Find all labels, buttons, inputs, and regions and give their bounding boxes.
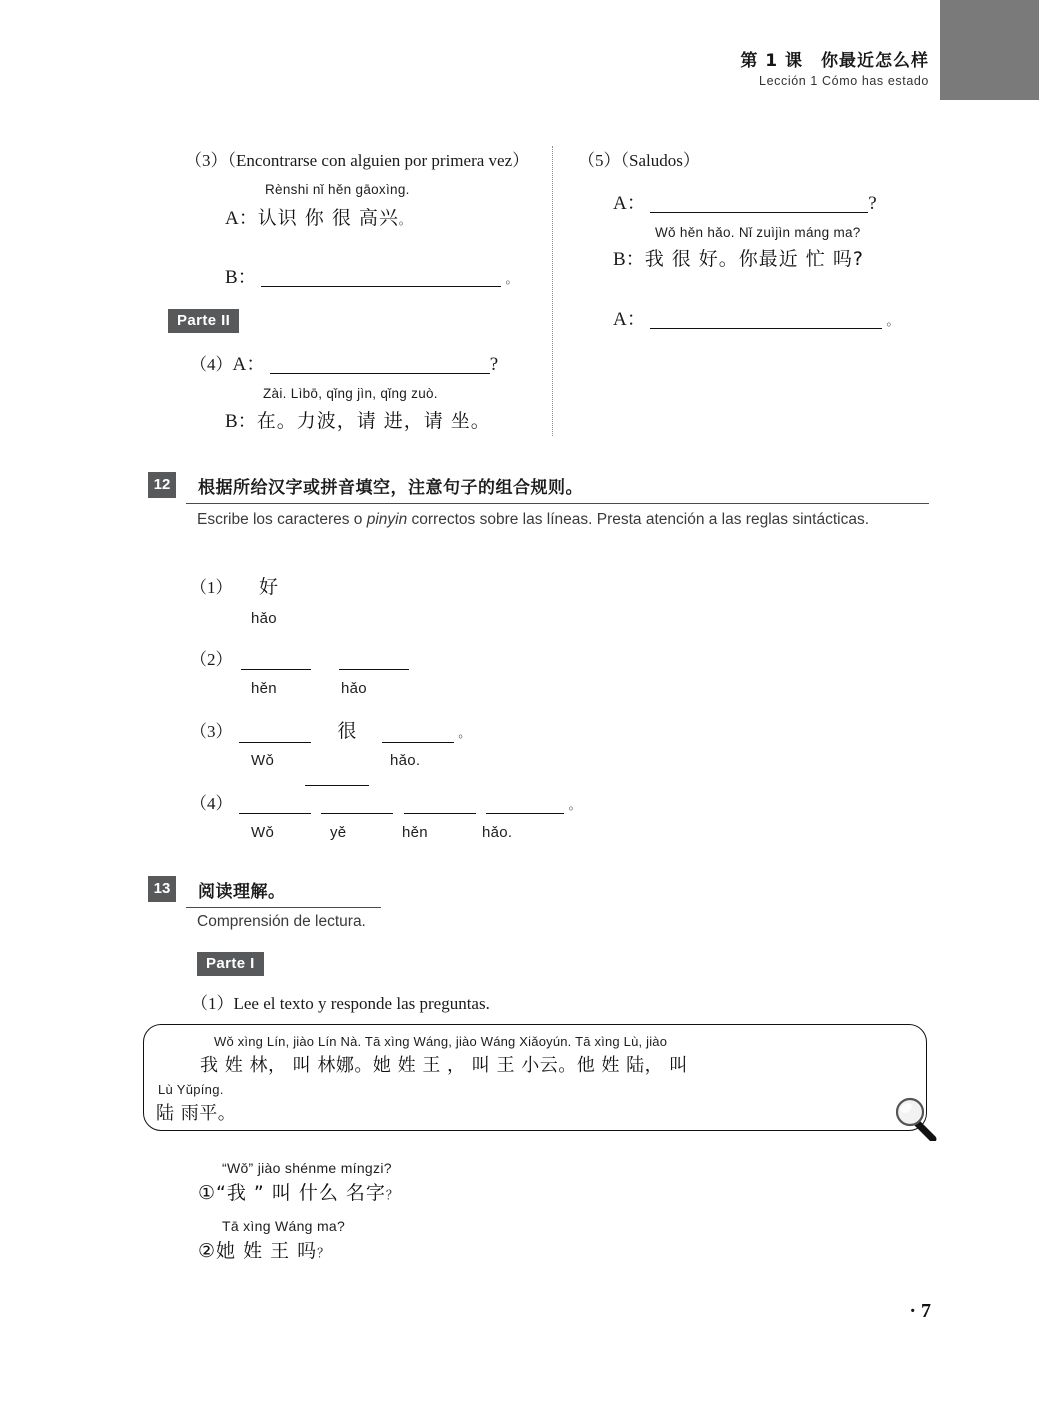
exercise-12-number: 12 — [148, 472, 176, 498]
question-2 — [198, 1236, 330, 1263]
exercise-12-badge — [148, 472, 176, 498]
item-5-line-a2 — [613, 304, 900, 331]
item-3-line-b-period: 。 — [505, 272, 519, 286]
parte-2-badge-label: Parte II — [168, 309, 239, 333]
instruction-part-2: correctos sobre las líneas. Presta atención a las reglas sintácticas. — [407, 511, 869, 528]
item-3-line-a — [225, 203, 412, 230]
answer-blank-item5-a2[interactable] — [650, 327, 882, 329]
ex12-item-2-blank-2[interactable] — [339, 668, 409, 670]
question-2-pinyin: Tā xìng Wáng ma? — [222, 1218, 346, 1234]
question-2-mark: ？ — [317, 1246, 331, 1260]
ex12-item-4-blank-3[interactable] — [404, 812, 476, 814]
item-5-header — [578, 146, 700, 171]
item-5-line-a2-period: 。 — [886, 314, 900, 328]
item-5-line-b-pinyin-wrap — [655, 224, 861, 242]
item-3-number: （3） — [185, 151, 228, 170]
exercise-11-item-4-line-a — [190, 349, 498, 376]
question-2-chinese: 她 姓 王 吗 — [216, 1240, 318, 1262]
item-5-context: （Saludos） — [620, 151, 700, 170]
ex12-item-4-number: （4） — [190, 794, 233, 813]
item-3-context: （Encontrarse con alguien por primera vez） — [227, 151, 530, 170]
parte-2-badge — [168, 309, 239, 333]
speaker-label-b: B： — [613, 249, 645, 270]
ex12-item-4-pinyin-1: Wǒ — [251, 824, 275, 841]
header-title-chinese: 第 1 课 你最近怎么样 — [740, 51, 929, 71]
header-title-spanish: Lección 1 Cómo has estado — [759, 74, 929, 89]
speaker-label-b: B： — [225, 411, 257, 432]
exercise-11-item-5 — [578, 146, 700, 171]
passage-line-2-pinyin: Lù Yǔpíng. — [158, 1082, 224, 1097]
exercise-11-item-3 — [185, 146, 529, 171]
ex12-item-3-blank-2[interactable] — [382, 741, 454, 743]
exercise-13-instruction: Comprensión de lectura. — [197, 913, 366, 930]
ex12-item-3-pinyin-blank-wrap — [305, 768, 369, 786]
column-divider — [552, 146, 553, 436]
exercise-13-title-rule — [186, 907, 381, 908]
exercise-12-title: 根据所给汉字或拼音填空，注意句子的组合规则。 — [198, 478, 583, 498]
ex12-item-1-number: （1） — [190, 578, 233, 597]
ex12-item-1-pinyin: hǎo — [251, 610, 277, 627]
ex12-item-3-chinese-middle: 很 — [337, 720, 358, 742]
ex12-item-4-blank-4[interactable] — [486, 812, 564, 814]
ex12-item-2 — [190, 645, 409, 670]
magnifier-icon — [893, 1095, 939, 1141]
ex12-item-4-pinyin-4: hǎo. — [482, 824, 513, 841]
passage-line-2-chinese: 陆 雨平。 — [156, 1103, 237, 1124]
item-5-line-a1 — [613, 188, 877, 215]
ex12-item-3-pinyin-1: Wǒ — [251, 752, 275, 769]
item-3-line-a-period: 。 — [398, 213, 412, 227]
corner-decoration-block — [940, 0, 1039, 100]
ex12-item-2-pinyin-2: hǎo — [341, 680, 367, 697]
ex12-item-2-number: （2） — [190, 650, 233, 669]
passage-line-1-chinese: 我 姓 林， 叫 林娜。她 姓 王 ， 叫 王 小云。他 姓 陆， 叫 — [200, 1055, 688, 1076]
answer-blank-item3-b[interactable] — [261, 285, 501, 287]
item-3-line-b — [225, 262, 519, 289]
ex12-item-4-blank-1[interactable] — [239, 812, 311, 814]
question-1-chinese: “我 ” 叫 什么 名字 — [216, 1182, 386, 1204]
item-5-line-b-pinyin: Wǒ hěn hǎo. Nǐ zuìjìn máng ma? — [655, 225, 861, 240]
ex12-item-4-pinyin-3: hěn — [402, 824, 428, 841]
item-4-line-a-mark: ? — [489, 354, 499, 375]
speaker-label-a: A： — [232, 354, 266, 375]
ex12-item-3-blank-1[interactable] — [239, 741, 311, 743]
ex12-item-1-chinese: 好 — [258, 576, 279, 598]
passage-line-1-pinyin: Wǒ xìng Lín, jiào Lín Nà. Tā xìng Wáng, jiào Wáng Xiǎoyún. Tā xìng Lù, jiào — [214, 1034, 668, 1049]
ex12-item-1 — [190, 572, 279, 599]
item-3-line-a-pinyin: Rènshi nǐ hěn gāoxìng. — [265, 182, 410, 197]
instruction-part-1: Escribe los caracteres o — [197, 511, 367, 528]
page-number: · 7 — [909, 1300, 931, 1322]
item-3-header — [185, 146, 529, 171]
item-4-line-b-chinese: 在。力波，请 进，请 坐。 — [256, 410, 491, 432]
speaker-label-a: A： — [613, 309, 646, 330]
instruction-pinyin-italic: pinyin — [366, 511, 408, 528]
parte-1-badge-label: Parte I — [197, 952, 264, 976]
exercise-12-instruction — [197, 508, 932, 533]
ex12-item-4-blank-2[interactable] — [321, 812, 393, 814]
item-3-line-a-pinyin-wrap — [265, 181, 410, 199]
question-1-mark: ？ — [385, 1188, 399, 1202]
item-4-number: （4） — [190, 355, 233, 374]
item-3-line-a-chinese: 认识 你 很 高兴 — [257, 207, 399, 229]
question-1 — [198, 1178, 399, 1205]
question-1-marker: ① — [198, 1182, 217, 1204]
ex12-item-2-blank-1[interactable] — [241, 668, 311, 670]
exercise-12-title-rule — [186, 503, 929, 504]
question-1-pinyin: “Wǒ” jiào shénme míngzi? — [222, 1160, 392, 1176]
ex12-item-3-pinyin-blank[interactable] — [305, 784, 369, 786]
exercise-13-badge — [148, 876, 176, 902]
reading-passage-box — [143, 1024, 927, 1131]
ex12-item-4-pinyin-2: yě — [330, 824, 347, 841]
item-4-line-b-pinyin-wrap — [263, 385, 438, 403]
speaker-label-b: B： — [225, 267, 257, 288]
item-4-line-b — [225, 406, 491, 433]
exercise-13-title: 阅读理解。 — [198, 882, 286, 902]
ex12-item-4 — [190, 789, 582, 814]
answer-blank-item4-a[interactable] — [270, 372, 490, 374]
question-2-marker: ② — [198, 1240, 217, 1262]
item-5-line-b — [613, 244, 864, 271]
item-4-line-b-pinyin: Zài. Lìbō, qǐng jìn, qǐng zuò. — [263, 386, 438, 401]
speaker-label-a: A： — [613, 193, 646, 214]
ex12-item-3 — [190, 716, 471, 743]
ex12-item-3-number: （3） — [190, 722, 233, 741]
item-5-number: （5） — [578, 151, 621, 170]
answer-blank-item5-a1[interactable] — [650, 211, 868, 213]
speaker-label-a: A： — [225, 208, 258, 229]
page-header — [740, 52, 929, 88]
ex12-item-2-pinyin-1: hěn — [251, 680, 277, 697]
ex12-item-4-period: 。 — [568, 798, 582, 812]
item-5-line-b-chinese: 我 很 好。你最近 忙 吗? — [644, 248, 864, 270]
ex12-item-3-pinyin-3: hǎo. — [390, 752, 421, 769]
ex12-item-3-period: 。 — [458, 726, 472, 740]
exercise-13-number: 13 — [148, 876, 176, 902]
exercise-13-sub-item: （1）Lee el texto y responde las preguntas. — [191, 994, 490, 1013]
parte-1-badge — [197, 952, 264, 976]
item-5-line-a1-mark: ? — [868, 193, 877, 214]
